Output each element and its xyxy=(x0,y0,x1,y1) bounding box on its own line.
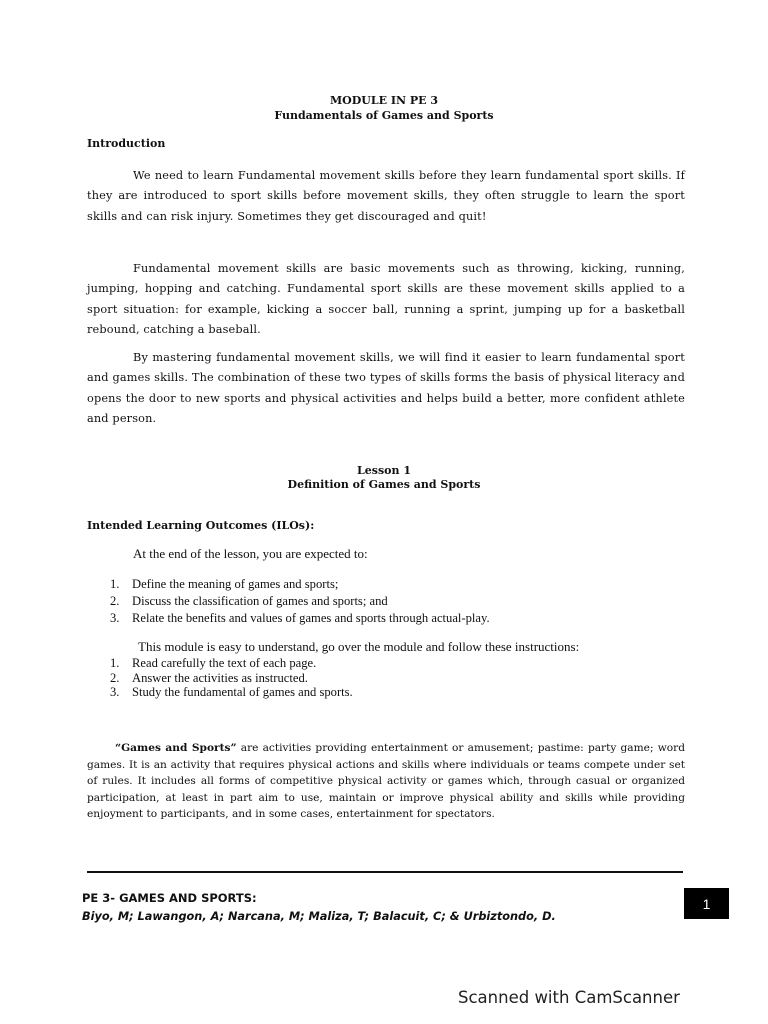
ilos-intro: At the end of the lesson, you are expected to: xyxy=(133,546,368,561)
list-item: 3. Relate the benefits and values of games and sports through actual-play. xyxy=(110,611,490,625)
definition-term: “Games and Sports” xyxy=(115,742,237,754)
page-number-badge: 1 xyxy=(684,888,729,919)
lesson-number: Lesson 1 xyxy=(357,464,411,477)
list-item: 2. Discuss the classification of games and sports; and xyxy=(110,594,388,608)
introduction-heading: Introduction xyxy=(87,137,166,150)
instructions-list xyxy=(110,656,353,700)
instructions-intro: This module is easy to understand, go over the module and follow these instructions: xyxy=(138,639,580,654)
intro-paragraph-3: By mastering fundamental movement skills, we will find it easier to learn fundamental sport and games skills. The combination of these two types of skills forms the basis of physical literacy and opens the door to new sports and physical activities and helps build a better, more confident athlete and person. xyxy=(87,351,685,425)
list-item: 2. Answer the activities as instructed. xyxy=(110,670,308,685)
footer-divider xyxy=(87,871,683,873)
footer-course: PE 3- GAMES AND SPORTS: xyxy=(82,891,257,905)
scanner-watermark: Scanned with CamScanner xyxy=(458,988,680,1007)
definition-paragraph: “Games and Sports” are activities providing entertainment or amusement; pastime: party game; word games. It is an activity that requires physical actions and skills where individuals or teams compete under set of rules. It includes all forms of competitive physical activity or games which, through casual or organized participation, at least in part aim to use, maintain or improve physical ability and skills while providing enjoyment to participants, and in some cases, entertainment for spectators. xyxy=(87,742,685,821)
intro-paragraph-1: We need to learn Fundamental movement skills before they learn fundamental sport skills. If they are introduced to sport skills before movement skills, they often struggle to learn the sport skills and can risk injury. Sometimes they get discouraged and quit! xyxy=(87,169,685,223)
list-item: 1. Read carefully the text of each page. xyxy=(110,656,317,670)
lesson-title: Definition of Games and Sports xyxy=(287,478,481,491)
module-title: MODULE IN PE 3 xyxy=(329,94,438,107)
module-subtitle: Fundamentals of Games and Sports xyxy=(274,109,494,122)
list-item: 3. Study the fundamental of games and sports. xyxy=(110,685,353,699)
list-item: 1. Define the meaning of games and sports; xyxy=(110,577,339,591)
ilos-list xyxy=(110,576,490,627)
intro-paragraph-2: Fundamental movement skills are basic movements such as throwing, kicking, running, jumping, hopping and catching. Fundamental sport skills are these movement skills applied to a sport situation: for example, kicking a soccer ball, running a sprint, jumping up for a basketball rebound, catching a baseball. xyxy=(87,262,685,336)
footer-authors: Biyo, M; Lawangon, A; Narcana, M; Maliza, T; Balacuit, C; & Urbiztondo, D. xyxy=(82,910,556,923)
ilos-heading: Intended Learning Outcomes (ILOs): xyxy=(87,519,315,532)
